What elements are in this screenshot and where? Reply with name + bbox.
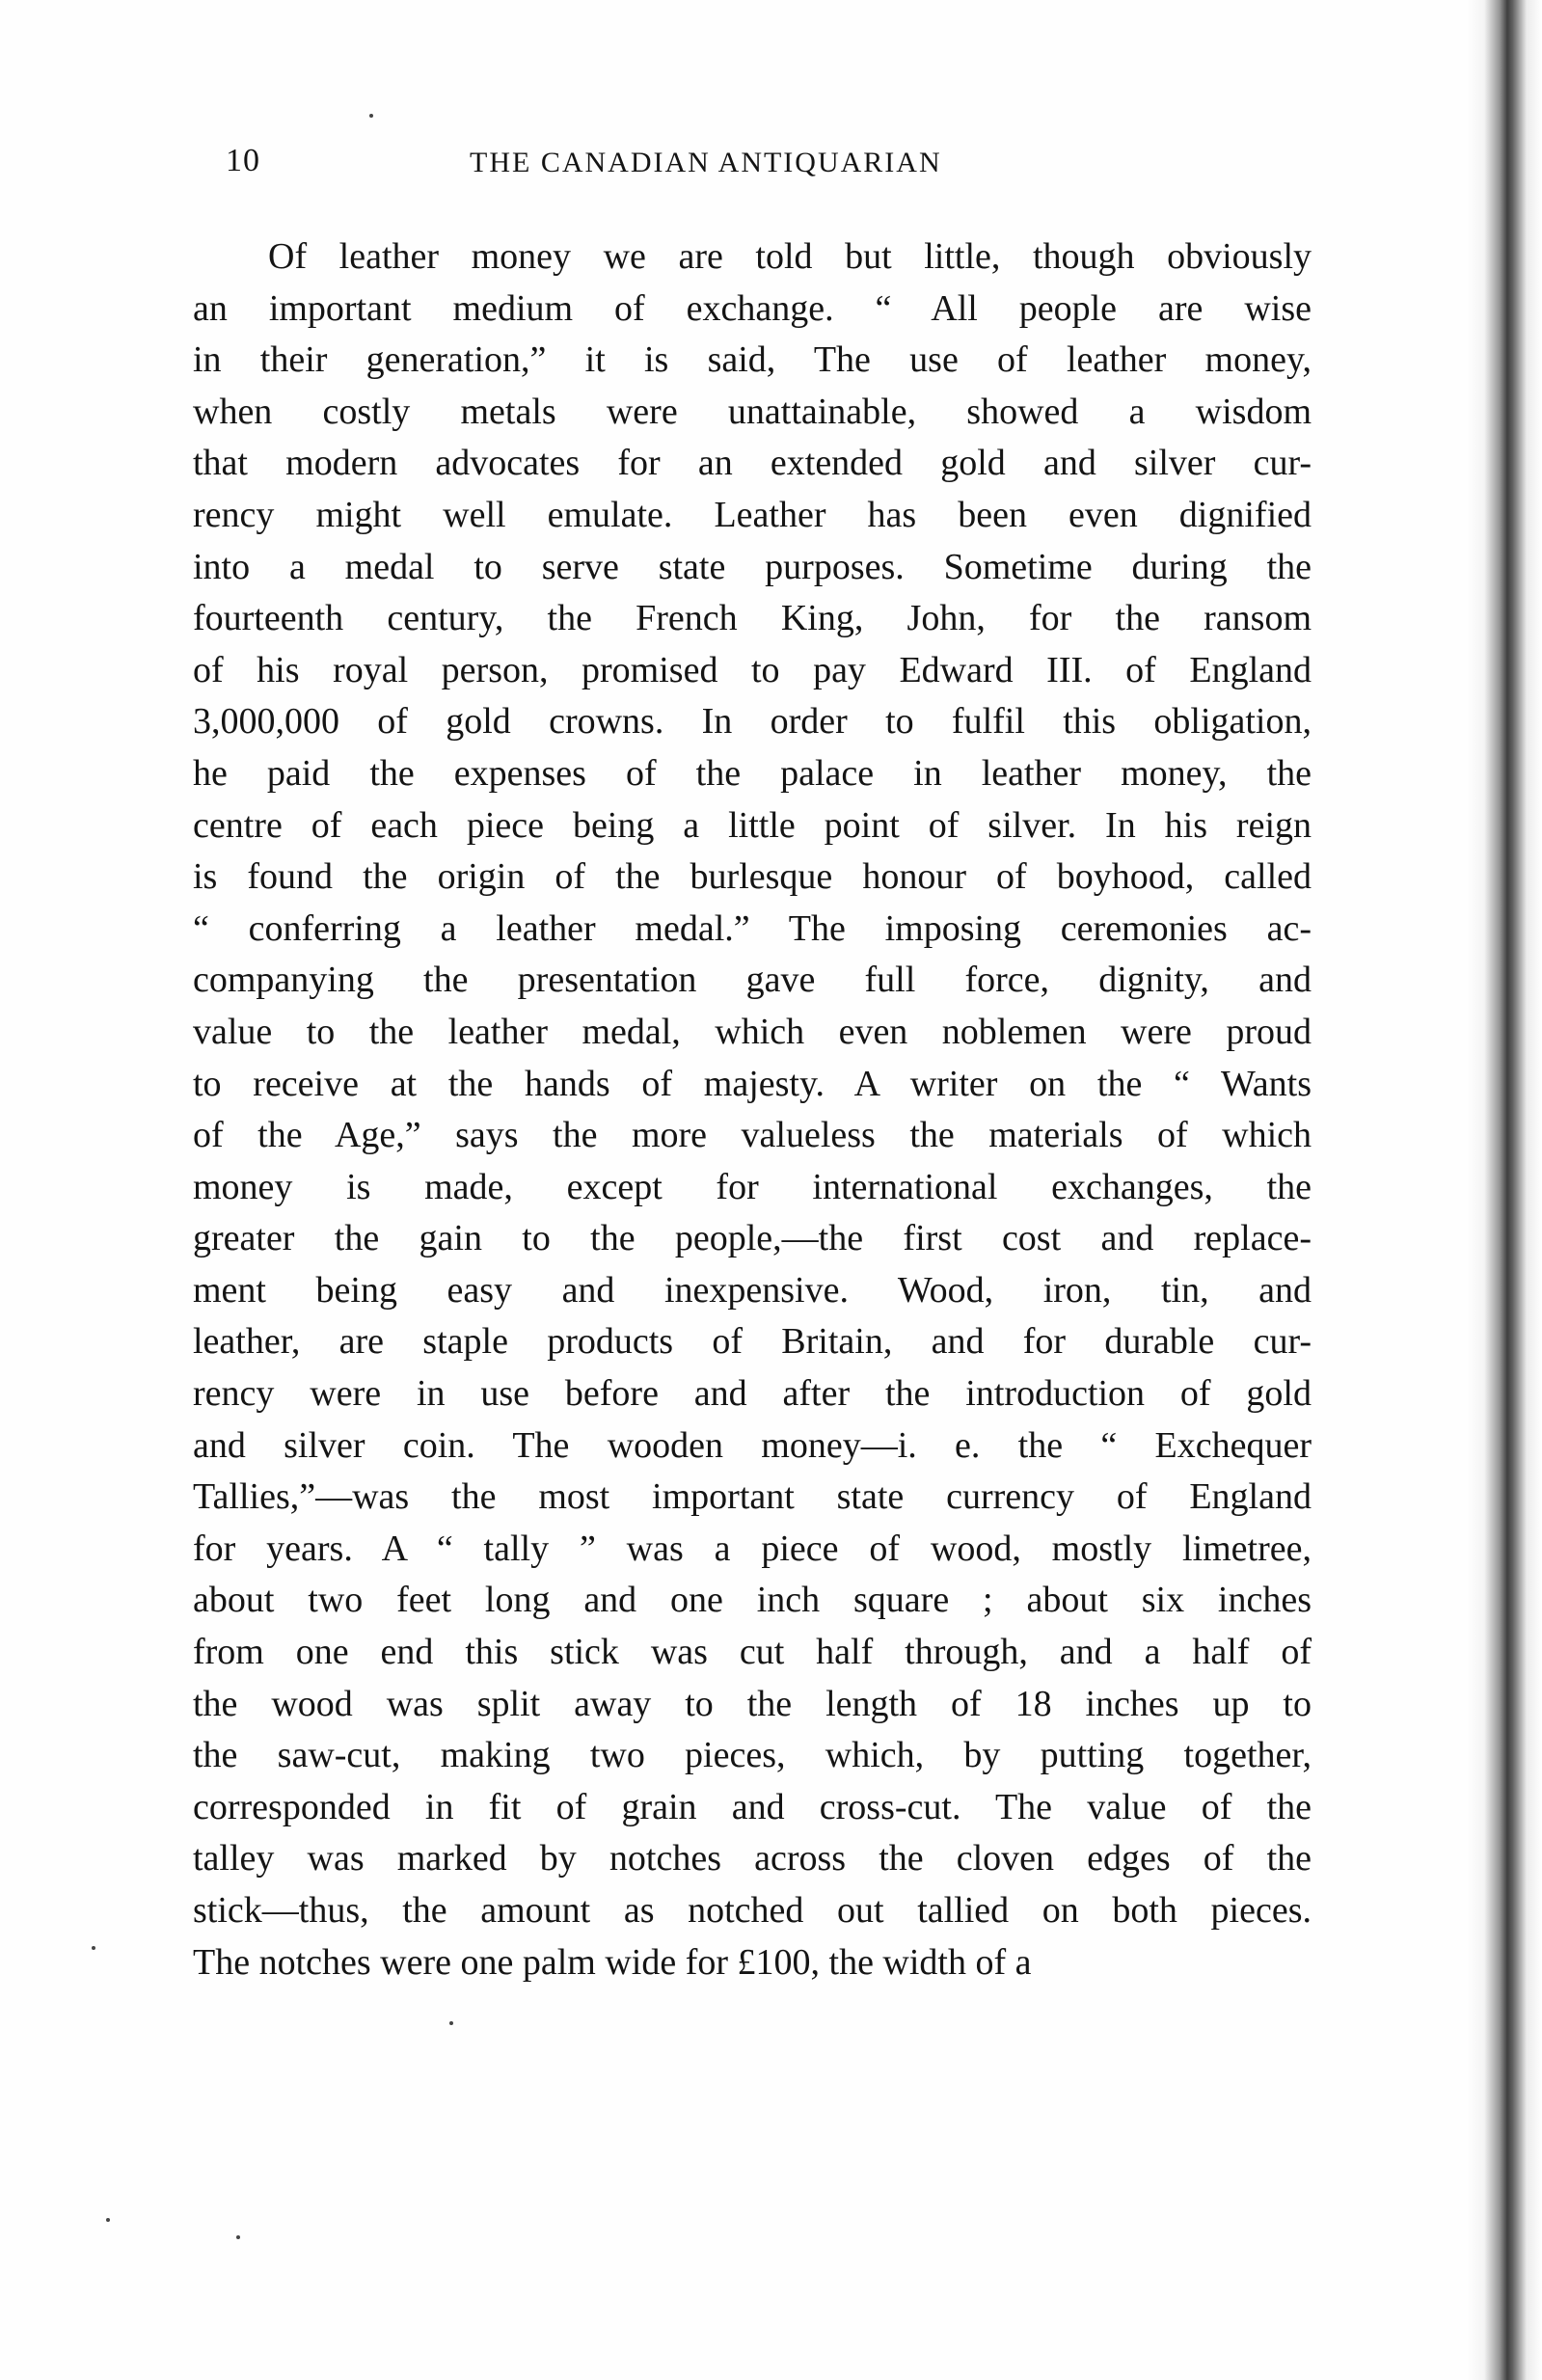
text-line: money is made, except for international exchanges, the [193,1166,1312,1207]
text-line: into a medal to serve state purposes. Sometime during the [193,546,1312,587]
text-line: “ conferring a leather medal.” The imposing ceremonies ac- [193,907,1312,949]
text-line: 3,000,000 of gold crowns. In order to fulfil this obligation, [193,701,1312,743]
text-line: rency might well emulate. Leather has been even dignified [193,494,1312,535]
text-line: of his royal person, promised to pay Edward III. of England [193,649,1312,690]
text-line: to receive at the hands of majesty. A writer on the “ Wants [193,1063,1312,1104]
text-line: of the Age,” says the more valueless the materials of which [193,1115,1312,1156]
ink-speck [92,1946,95,1950]
text-line: value to the leather medal, which even noblemen were proud [193,1011,1312,1052]
page-number: 10 [226,143,260,178]
text-line: that modern advocates for an extended gold and silver cur- [193,443,1312,484]
text-line: leather, are staple products of Britain, and for durable cur- [193,1321,1312,1363]
text-line: corresponded in fit of grain and cross-cut. The value of the [193,1786,1312,1827]
text-line: in their generation,” it is said, The use of leather money, [193,339,1312,381]
ink-speck [106,2218,110,2222]
running-head [214,143,1063,185]
text-line: talley was marked by notches across the cloven edges of the [193,1838,1312,1880]
text-line: companying the presentation gave full force, dignity, and [193,960,1312,1001]
text-line: an important medium of exchange. “ All people are wise [193,287,1312,329]
text-line: rency were in use before and after the introduction of gold [193,1373,1312,1415]
text-line: the saw-cut, making two pieces, which, by putting together, [193,1735,1312,1776]
text-line: centre of each piece being a little point of silver. In his reign [193,804,1312,846]
text-line: fourteenth century, the French King, John, for the ransom [193,598,1312,639]
text-line: ment being easy and inexpensive. Wood, iron, tin, and [193,1269,1312,1311]
text-line: The notches were one palm wide for £100, the width of a [193,1941,1032,1983]
text-line: is found the origin of the burlesque honour of boyhood, called [193,856,1312,898]
text-line: Tallies,”—was the most important state currency of England [193,1476,1312,1518]
ink-speck [369,114,373,118]
text-line: the wood was split away to the length of 18 inches up to [193,1683,1312,1724]
text-line: for years. A “ tally ” was a piece of wood, mostly limetree, [193,1528,1312,1569]
text-line: he paid the expenses of the palace in leather money, the [193,752,1312,794]
text-line: and silver coin. The wooden money—i. e. the “ Exchequer [193,1424,1312,1466]
text-line: greater the gain to the people,—the first cost and replace- [193,1218,1312,1259]
text-line: from one end this stick was cut half through, and a half of [193,1632,1312,1673]
body-paragraph [193,231,1312,1988]
text-line: when costly metals were unattainable, showed a wisdom [193,391,1312,432]
text-line: Of leather money we are told but little, though obviously [268,236,1312,277]
ink-speck [236,2235,240,2239]
text-line: stick—thus, the amount as notched out tallied on both pieces. [193,1890,1312,1931]
scanned-page-edge [1465,0,1542,2380]
running-title: THE CANADIAN ANTIQUARIAN [470,147,942,178]
text-line: about two feet long and one inch square ; about six inches [193,1580,1312,1621]
ink-speck [449,2021,453,2025]
